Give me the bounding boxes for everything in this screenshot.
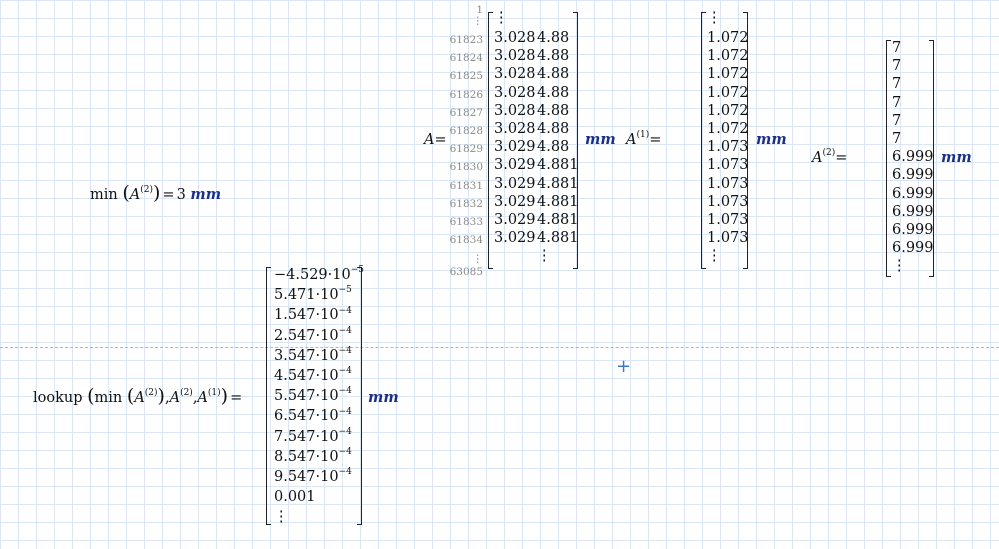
exponent: −4 [338, 345, 352, 356]
matrix-cell: 3.028 [494, 84, 536, 101]
exponent: −4 [338, 325, 352, 336]
matrix-cell: 3.029 [494, 139, 536, 156]
lookup-result-cell: $-4.529\cdot 10^{-5}$ [274, 265, 365, 283]
matrix-cell: 6.999 [892, 149, 934, 166]
paren-close: ) [220, 385, 229, 407]
matrix-cell: 3.029 [494, 193, 536, 210]
matrix-cell: 3.028 [494, 102, 536, 119]
matrix-cell-ellipsis: ⋮ [494, 10, 509, 26]
var-A: A [626, 132, 637, 148]
exponent: −5 [350, 265, 365, 276]
matrix-A-top-index: 1 [476, 4, 483, 16]
lookup-result-cell: 0.001 [274, 489, 316, 506]
matrix-cell: 4.88 [537, 48, 570, 65]
matrix-row-index: 61832 [449, 197, 483, 210]
matrix-cell: 1.073 [707, 175, 749, 192]
matrix-A-bracket-left [488, 12, 493, 269]
exponent: −4 [338, 446, 352, 457]
matrix-A2-unit-region [941, 149, 972, 167]
matrix-cell: 1.073 [707, 212, 749, 228]
matrix-cell: 7 [892, 112, 902, 129]
lookup-region[interactable] [33, 385, 244, 407]
equals-sign: = [649, 132, 662, 148]
matrix-cell: 4.88 [537, 121, 570, 137]
matrix-cell: 3.029 [494, 212, 536, 228]
superscript-2: (2) [180, 388, 193, 399]
matrix-cell: 1.072 [707, 66, 749, 83]
matrix-cell: 4.88 [537, 102, 570, 119]
equals-sign: = [162, 187, 175, 203]
lookup-func: lookup [33, 390, 83, 406]
matrix-A2-label [812, 149, 847, 167]
matrix-row-index: 61827 [449, 106, 483, 119]
equals-sign: = [835, 150, 848, 166]
var-A: A [169, 390, 181, 406]
unit-mm: mm [585, 131, 616, 148]
matrix-cell: 1.072 [707, 30, 749, 46]
matrix-row-index: 61829 [449, 143, 483, 156]
exponent: −5 [338, 285, 352, 296]
lookup-result-cell: $1.547\cdot 10^{-4}$ [274, 305, 352, 324]
matrix-cell-ellipsis: ⋮ [707, 10, 722, 26]
min-func: min [94, 390, 123, 406]
matrix-row-index: 61824 [449, 52, 483, 65]
lookup-result-cell: $7.547\cdot 10^{-4}$ [274, 426, 352, 445]
lookup-bracket-left [266, 267, 271, 525]
matrix-cell: 6.999 [892, 240, 934, 257]
comma: , [164, 390, 170, 406]
matrix-cell: 4.881 [537, 230, 579, 247]
matrix-cell: 4.88 [537, 30, 570, 46]
lookup-result-cell: $3.547\cdot 10^{-4}$ [274, 345, 352, 364]
lookup-result-cell: $8.547\cdot 10^{-4}$ [274, 446, 352, 465]
matrix-cell: 7 [892, 40, 902, 56]
var-A: A [424, 132, 435, 148]
paren-close: ) [157, 385, 165, 407]
matrix-cell: 1.072 [707, 48, 749, 65]
matrix-cell: 3.029 [494, 175, 536, 192]
equals-sign: = [434, 132, 447, 148]
matrix-cell: 7 [892, 131, 902, 147]
lookup-result-cell: $5.547\cdot 10^{-4}$ [274, 386, 352, 405]
page-break-line [0, 347, 999, 348]
lookup-result-cell: $9.547\cdot 10^{-4}$ [274, 467, 352, 485]
var-A: A [812, 150, 823, 166]
matrix-cell: 1.073 [707, 157, 749, 174]
matrix-cell: 3.028 [494, 30, 536, 46]
matrix-cell: 3.028 [494, 121, 536, 137]
lookup-result-cell: $5.471\cdot 10^{-5}$ [274, 285, 352, 304]
matrix-cell: 4.88 [537, 66, 570, 83]
var-A: A [129, 187, 141, 203]
superscript-1: (1) [636, 130, 650, 141]
matrix-cell: 3.028 [494, 66, 536, 83]
comma: , [192, 390, 198, 406]
matrix-cell: 3.029 [494, 157, 536, 174]
matrix-cell-ellipsis: ⋮ [892, 258, 907, 274]
paren-open: ( [87, 385, 95, 407]
matrix-row-index: 61823 [449, 34, 483, 46]
matrix-row-index: 61826 [449, 88, 483, 101]
matrix-cell: 6.999 [892, 167, 934, 184]
exponent: −4 [338, 305, 352, 316]
matrix-cell: 6.999 [892, 185, 934, 202]
paren-open: ( [122, 182, 130, 204]
min-region[interactable] [90, 182, 222, 204]
matrix-cell: 3.029 [494, 230, 536, 247]
matrix-A2-bracket-left [886, 40, 891, 277]
min-func: min [90, 187, 118, 203]
exponent: −4 [338, 366, 352, 377]
matrix-cell: 7 [892, 94, 902, 111]
matrix-A-unit-region [585, 131, 616, 149]
matrix-A1-label [626, 131, 661, 149]
lookup-result-cell: $4.547\cdot 10^{-4}$ [274, 366, 352, 384]
exponent: −4 [338, 426, 352, 437]
matrix-A1-bracket-left [701, 12, 706, 269]
unit-mm: mm [941, 149, 972, 166]
matrix-A-index-ellipsis: ⋮ [472, 253, 483, 265]
lookup-result-cell: ⋮ [274, 509, 289, 526]
matrix-cell: 4.88 [537, 84, 570, 101]
unit-mm: mm [190, 186, 222, 203]
matrix-cell: 4.88 [537, 139, 570, 156]
unit-mm: mm [368, 389, 399, 406]
matrix-cell: 7 [892, 76, 902, 93]
matrix-A-index-ellipsis: ⋮ [472, 15, 483, 27]
exponent: −4 [338, 406, 352, 417]
matrix-cell: 4.881 [537, 157, 579, 174]
superscript-2: (2) [140, 185, 153, 196]
matrix-cell-ellipsis: ⋮ [537, 248, 552, 264]
matrix-cell: 4.881 [537, 175, 579, 192]
equals-sign: = [230, 390, 243, 406]
matrix-cell: 4.881 [537, 212, 579, 228]
matrix-cell: 3.028 [494, 48, 536, 65]
matrix-row-index: 61825 [449, 70, 483, 83]
exponent: −4 [338, 467, 352, 478]
min-result-value: 3 [176, 187, 186, 203]
var-A: A [134, 390, 145, 406]
lookup-bracket-right [357, 267, 362, 525]
matrix-cell: 1.073 [707, 193, 749, 210]
unit-mm: mm [756, 131, 787, 148]
paren-close: ) [153, 182, 161, 204]
matrix-cell: 4.881 [537, 193, 579, 210]
matrix-cell: 6.999 [892, 222, 934, 238]
matrix-row-index: 61833 [449, 216, 483, 228]
exponent: −4 [338, 386, 352, 397]
matrix-row-index: 61830 [449, 161, 483, 174]
lookup-unit-region [368, 389, 399, 407]
matrix-row-index: 61834 [449, 234, 483, 247]
matrix-row-index: 61831 [449, 179, 483, 192]
matrix-cell: 6.999 [892, 203, 934, 220]
lookup-result-cell: $6.547\cdot 10^{-4}$ [274, 406, 352, 425]
lookup-result-cell: $2.547\cdot 10^{-4}$ [274, 325, 352, 344]
paren-open: ( [126, 385, 135, 407]
matrix-cell: 1.072 [707, 121, 749, 137]
matrix-cell: 1.073 [707, 139, 749, 156]
matrix-cell-ellipsis: ⋮ [707, 248, 722, 264]
matrix-A1-unit-region [756, 131, 787, 149]
matrix-cell: 1.073 [707, 230, 749, 247]
matrix-A-bottom-index: 63085 [449, 266, 483, 278]
matrix-row-index: 61828 [449, 125, 483, 137]
superscript-2: (2) [144, 388, 158, 399]
matrix-cell: 1.072 [707, 84, 749, 101]
superscript-2: (2) [822, 148, 836, 159]
var-A: A [197, 390, 208, 406]
superscript-1: (1) [207, 388, 221, 399]
crosshair-cursor-icon: + [616, 356, 632, 377]
matrix-cell: 7 [892, 58, 902, 75]
matrix-cell: 1.072 [707, 102, 749, 119]
